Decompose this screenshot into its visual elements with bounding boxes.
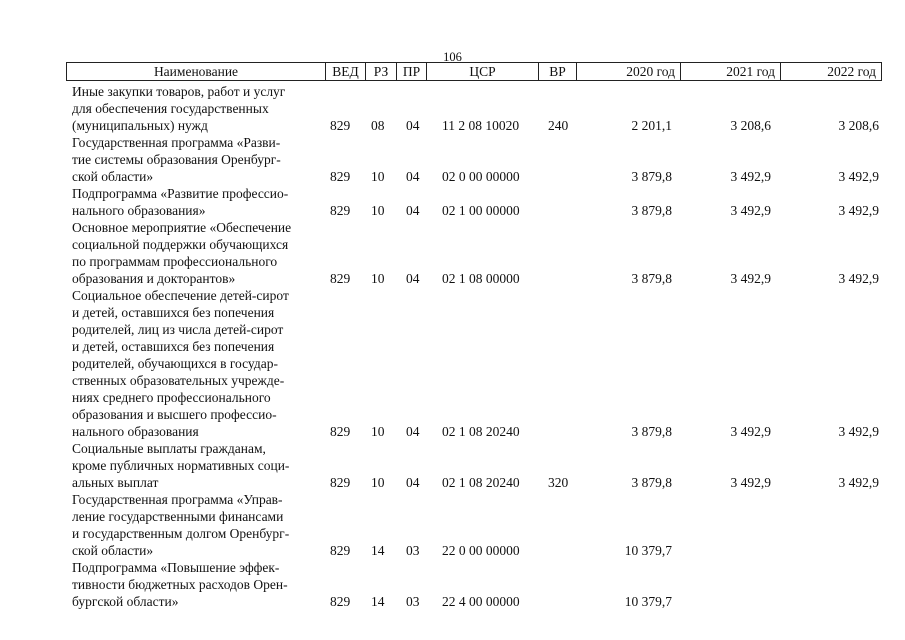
header-2020: 2020 год [576,63,680,80]
row-name-line: ской области» [72,169,154,184]
cell-y2022: 3 492,9 [838,271,879,286]
cell-ved: 829 [330,118,351,133]
header-pr: ПР [396,63,426,80]
cell-y2021: 3 208,6 [730,118,771,133]
row-name [72,134,322,185]
row-name-line: Подпрограмма «Развитие профессио- [72,186,289,201]
row-name-line: родителей, обучающихся в государ- [72,356,278,371]
cell-ved: 829 [330,543,351,558]
cell-y2022: 3 492,9 [838,424,879,439]
cell-pr: 04 [406,271,420,286]
cell-y2021: 3 492,9 [730,271,771,286]
cell-csr: 02 1 08 20240 [442,424,520,439]
row-name-line: ственных образовательных учрежде- [72,373,285,388]
cell-ved: 829 [330,475,351,490]
cell-pr: 04 [406,169,420,184]
header-rz: РЗ [365,63,396,80]
cell-y2022: 3 492,9 [838,475,879,490]
row-name-line: Социальное обеспечение детей-сирот [72,288,289,303]
cell-pr: 04 [406,118,420,133]
row-name-line: по программам профессионального [72,254,278,269]
cell-ved: 829 [330,203,351,218]
row-name-line: образования и докторантов» [72,271,236,286]
cell-y2020: 3 879,8 [631,271,672,286]
cell-pr: 03 [406,543,420,558]
cell-y2020: 10 379,7 [624,594,672,609]
table-header [66,62,882,81]
row-name [72,185,322,219]
cell-rz: 14 [371,594,385,609]
row-name-line: нального образования [72,424,199,439]
row-name [72,83,322,134]
header-name: Наименование [153,64,239,79]
cell-y2020: 3 879,8 [631,169,672,184]
row-name-line: Основное мероприятие «Обеспечение [72,220,292,235]
cell-ved: 829 [330,424,351,439]
header-csr: ЦСР [426,63,538,80]
table-row [0,287,905,440]
cell-rz: 10 [371,424,385,439]
cell-rz: 10 [371,203,385,218]
cell-y2021: 3 492,9 [730,203,771,218]
cell-pr: 04 [406,203,420,218]
row-name-line: (муниципальных) нужд [72,118,208,133]
cell-y2020: 3 879,8 [631,424,672,439]
cell-csr: 11 2 08 10020 [442,118,520,133]
row-name [72,287,322,440]
header-2022: 2022 год [780,63,881,80]
cell-csr: 02 0 00 00000 [442,169,520,184]
page-number: 106 [443,50,462,64]
cell-y2021: 3 492,9 [730,424,771,439]
row-name-line: кроме публичных нормативных соци- [72,458,290,473]
header-ved: ВЕД [325,63,365,80]
row-name [72,491,322,559]
row-name-line: социальной поддержки обучающихся [72,237,289,252]
row-name-line: ниях среднего профессионального [72,390,271,405]
header-2021: 2021 год [680,63,780,80]
cell-y2020: 3 879,8 [631,475,672,490]
row-name-line: альных выплат [72,475,159,490]
row-name-line: тивности бюджетных расходов Орен- [72,577,288,592]
row-name-line: и государственным долгом Оренбург- [72,526,290,541]
cell-y2020: 3 879,8 [631,203,672,218]
cell-pr: 04 [406,475,420,490]
row-name [72,440,322,491]
cell-csr: 22 0 00 00000 [442,543,520,558]
cell-rz: 10 [371,169,385,184]
row-name-line: ской области» [72,543,154,558]
cell-y2021: 3 492,9 [730,475,771,490]
row-name-line: бургской области» [72,594,179,609]
cell-y2020: 10 379,7 [624,543,672,558]
cell-rz: 10 [371,271,385,286]
row-name-line: Социальные выплаты гражданам, [72,441,266,456]
row-name [72,219,322,287]
cell-y2022: 3 208,6 [838,118,879,133]
cell-vr: 240 [548,118,569,133]
cell-pr: 04 [406,424,420,439]
table-row [0,185,905,219]
cell-ved: 829 [330,594,351,609]
cell-y2022: 3 492,9 [838,169,879,184]
row-name-line: Государственная программа «Управ- [72,492,283,507]
row-name-line: образования и высшего профессио- [72,407,277,422]
cell-pr: 03 [406,594,420,609]
row-name-line: ление государственными финансами [72,509,284,524]
row-name-line: и детей, оставшихся без попечения [72,339,275,354]
row-name-line: родителей, лиц из числа детей-сирот [72,322,284,337]
row-name-line: Подпрограмма «Повышение эффек- [72,560,280,575]
table-row [0,83,905,134]
row-name-line: тие системы образования Оренбург- [72,152,281,167]
table-row [0,491,905,559]
cell-y2021: 3 492,9 [730,169,771,184]
cell-csr: 22 4 00 00000 [442,594,520,609]
cell-y2022: 3 492,9 [838,203,879,218]
cell-ved: 829 [330,169,351,184]
row-name-line: и детей, оставшихся без попечения [72,305,275,320]
row-name-line: нального образования» [72,203,206,218]
cell-csr: 02 1 08 00000 [442,271,520,286]
row-name-line: Иные закупки товаров, работ и услуг [72,84,286,99]
cell-rz: 08 [371,118,385,133]
table-row [0,559,905,610]
row-name-line: для обеспечения государственных [72,101,269,116]
table-row [0,219,905,287]
cell-csr: 02 1 08 20240 [442,475,520,490]
row-name-line: Государственная программа «Разви- [72,135,281,150]
cell-rz: 14 [371,543,385,558]
header-vr: ВР [538,63,576,80]
table-row [0,134,905,185]
cell-vr: 320 [548,475,569,490]
cell-ved: 829 [330,271,351,286]
row-name [72,559,322,610]
table-row [0,440,905,491]
cell-rz: 10 [371,475,385,490]
cell-y2020: 2 201,1 [631,118,672,133]
cell-csr: 02 1 00 00000 [442,203,520,218]
